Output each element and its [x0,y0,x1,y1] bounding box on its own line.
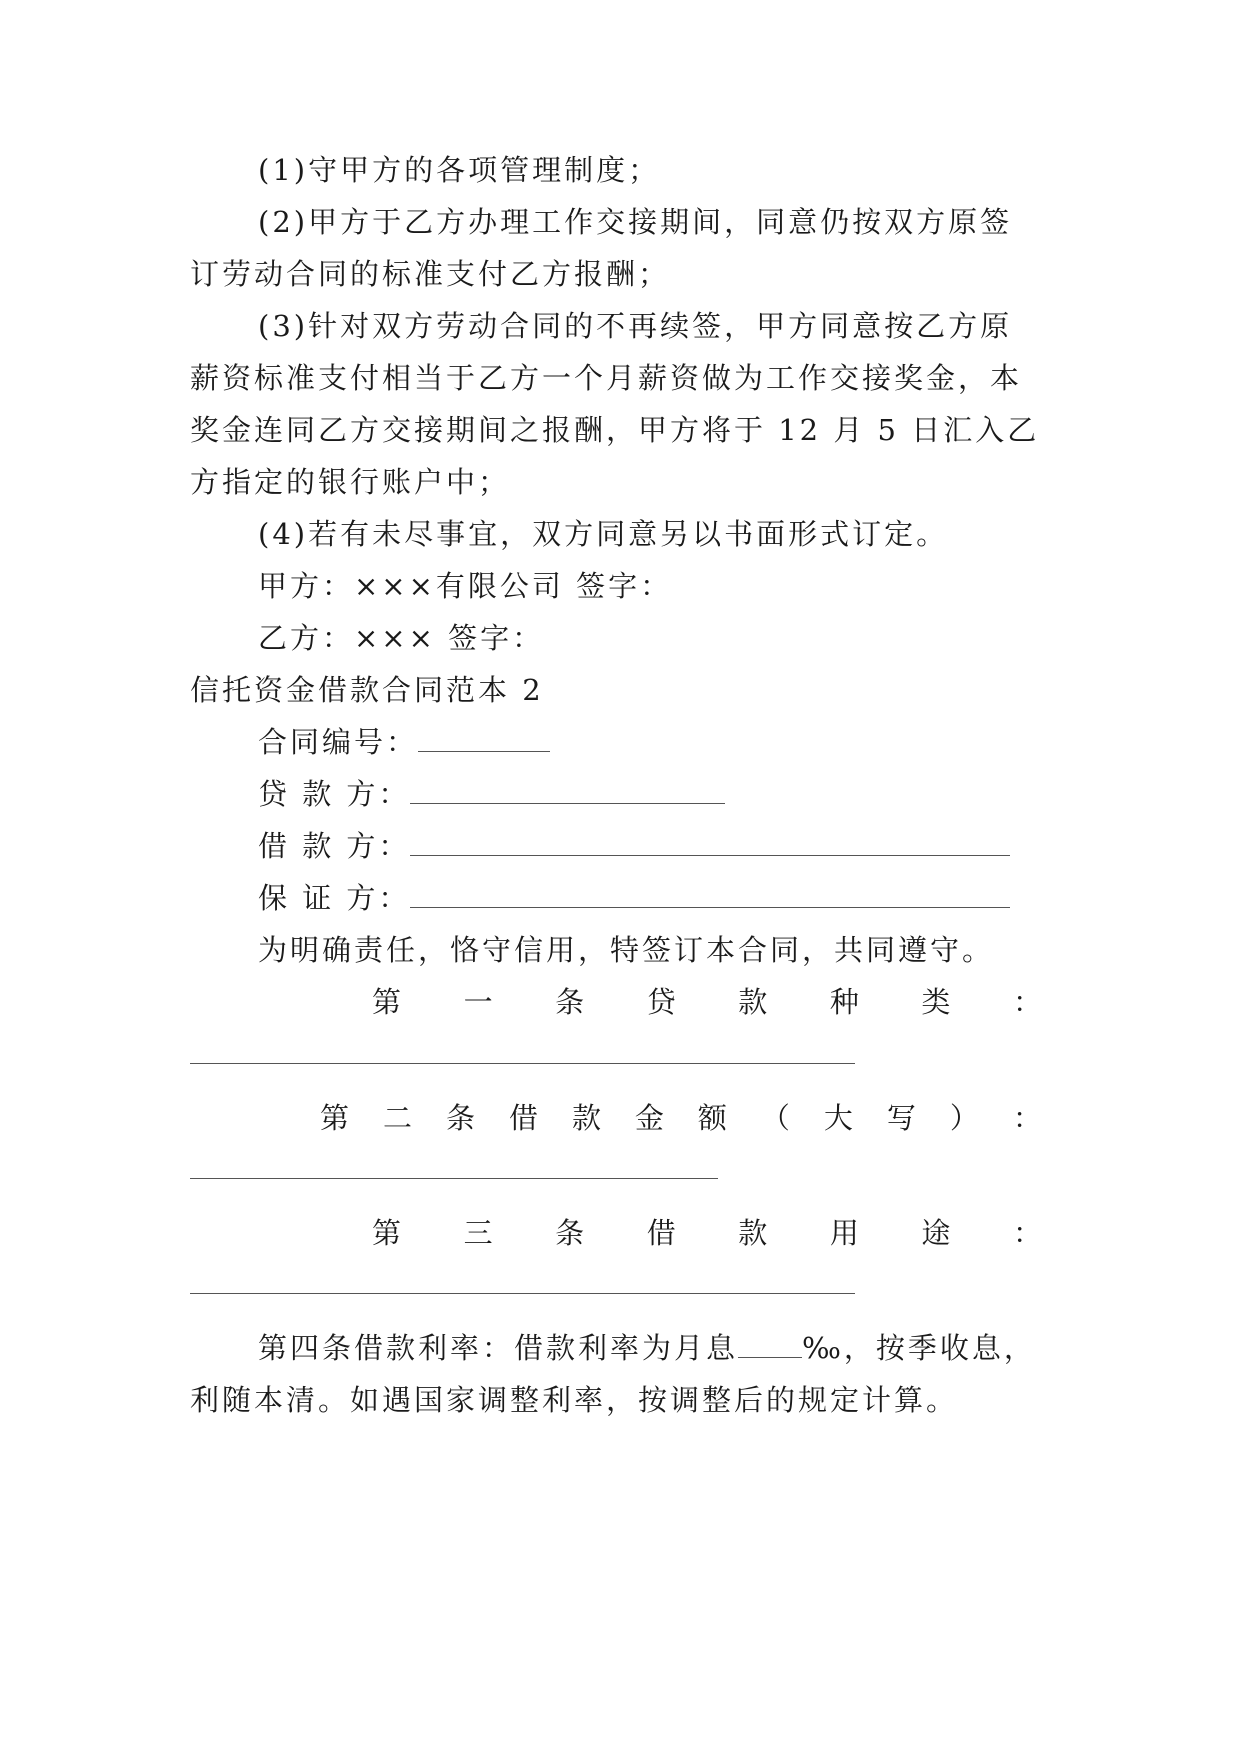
preamble: 为明确责任，恪守信用，特签订本合同，共同遵守。 [258,933,995,967]
lender-label: 贷 款 方： [258,777,411,811]
interest-rate-blank [738,1329,802,1358]
borrower-blank [410,827,1010,856]
article-2-char: 借 [508,1101,538,1135]
article-2-char: 二 [382,1101,412,1135]
party-a-signature-line: 甲方：×××有限公司 签字： [258,569,673,603]
article-1-char: 一 [463,985,493,1019]
article-1-char: 类 [921,985,951,1019]
guarantor-label: 保 证 方： [258,881,411,915]
contract-number-blank [418,723,550,752]
article-3-char: 用 [829,1216,859,1250]
clause-3-line-4: 方指定的银行账户中； [190,465,511,499]
clause-2-line-1: (2)甲方于乙方办理工作交接期间，同意仍按双方原签 [258,205,1013,239]
article-3-char: 借 [646,1216,676,1250]
article-2-char: 款 [571,1101,601,1135]
article-2-blank [190,1178,718,1179]
article-2-char: 额 [697,1101,727,1135]
article-2-char: 大 [823,1101,853,1135]
clause-2-line-2: 订劳动合同的标准支付乙方报酬； [190,257,671,291]
article-3-char: ： [1012,1216,1042,1250]
article-3-char: 途 [921,1216,951,1250]
article-4-text-b: ‰，按季收息， [802,1331,1036,1365]
clause-3-line-3: 奖金连同乙方交接期间之报酬，甲方将于 12 月 5 日汇入乙 [190,413,1040,447]
article-4-text-a: 第四条借款利率：借款利率为月息 [258,1331,739,1365]
lender-blank [410,775,725,804]
article-1-blank [190,1063,855,1064]
article-2-char: （ [760,1101,790,1135]
article-3-char: 条 [555,1216,585,1250]
guarantor-blank [410,879,1010,908]
clause-3-line-1: (3)针对双方劳动合同的不再续签，甲方同意按乙方原 [258,309,1013,343]
article-3-heading [372,1213,1042,1253]
article-3-char: 第 [372,1216,402,1250]
lender-row [258,774,1138,814]
article-2-char: 写 [886,1101,916,1135]
clause-1: (1)守甲方的各项管理制度； [258,153,661,187]
contract-number-row [258,722,1138,762]
article-1-heading [372,982,1042,1022]
article-1-char: ： [1012,985,1042,1019]
borrower-label: 借 款 方： [258,829,411,863]
article-3-char: 三 [463,1216,493,1250]
article-1-char: 条 [555,985,585,1019]
article-1-char: 种 [829,985,859,1019]
contract-title: 信托资金借款合同范本 2 [190,673,544,707]
contract-number-label: 合同编号： [258,725,419,759]
clause-4: (4)若有未尽事宜，双方同意另以书面形式订定。 [258,517,949,551]
article-2-heading [320,1098,1042,1138]
party-b-signature-line: 乙方：××× 签字： [258,621,545,655]
borrower-row [258,826,1138,866]
article-1-char: 款 [738,985,768,1019]
clause-3-line-2: 薪资标准支付相当于乙方一个月薪资做为工作交接奖金，本 [190,361,1023,395]
article-2-char: 条 [445,1101,475,1135]
article-3-blank [190,1293,855,1294]
article-3-char: 款 [738,1216,768,1250]
article-4-line-1 [258,1328,1138,1368]
article-1-char: 第 [372,985,402,1019]
article-2-char: ） [949,1101,979,1135]
article-2-char: ： [1012,1101,1042,1135]
article-2-char: 金 [634,1101,664,1135]
article-4-line-2: 利随本清。如遇国家调整利率，按调整后的规定计算。 [190,1383,959,1417]
article-2-char: 第 [320,1101,350,1135]
guarantor-row [258,878,1138,918]
article-1-char: 贷 [646,985,676,1019]
